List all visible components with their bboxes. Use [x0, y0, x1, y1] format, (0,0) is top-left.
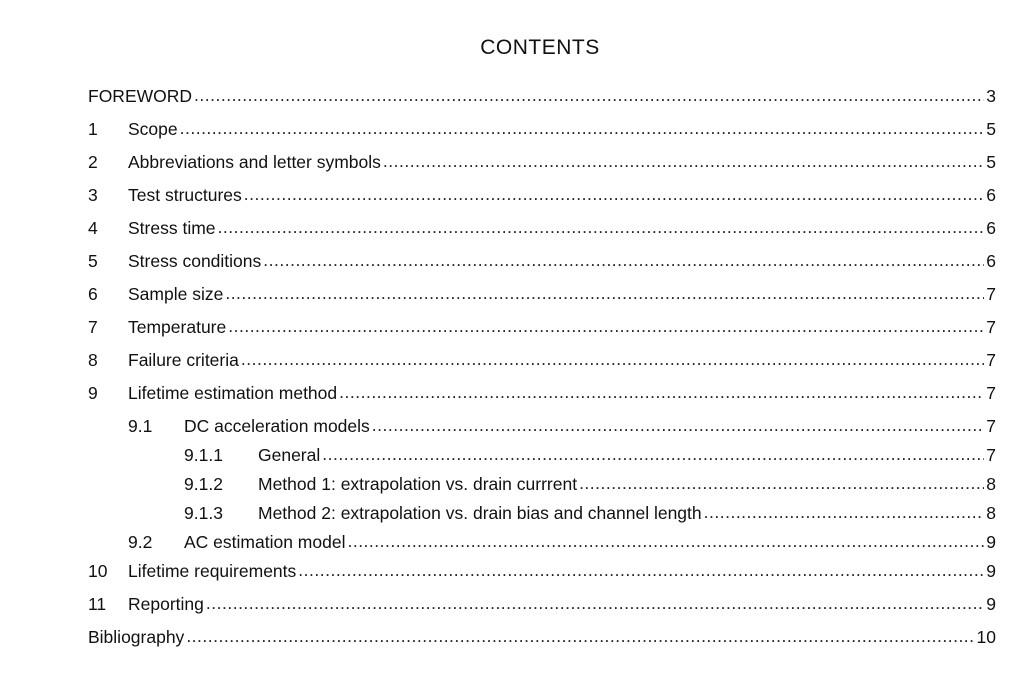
toc-entry-number: 9.1.2: [184, 474, 223, 494]
toc-entry-title: Lifetime requirements: [128, 561, 297, 581]
toc-dot-leader: [372, 415, 984, 435]
toc-entry-number: 3: [88, 185, 98, 205]
toc-entry-test-structures[interactable]: [88, 181, 996, 205]
toc-entry-number: 8: [88, 350, 98, 370]
toc-entry-page: 7: [986, 383, 996, 403]
toc-entry-page: 7: [986, 350, 996, 370]
toc-entry-title: Temperature: [128, 317, 227, 337]
toc-entry-page: 6: [986, 251, 996, 271]
toc-dot-leader: [194, 85, 984, 105]
toc-entry-page: 6: [986, 185, 996, 205]
toc-dot-leader: [704, 502, 985, 522]
toc-entry-page: 8: [986, 474, 996, 494]
toc-dot-leader: [244, 184, 984, 204]
toc-entry-title: FOREWORD: [88, 86, 193, 106]
toc-dot-leader: [339, 382, 984, 402]
toc-dot-leader: [228, 316, 984, 336]
toc-dot-leader: [263, 250, 984, 270]
toc-entry-title: Failure criteria: [128, 350, 239, 370]
toc-entry-page: 9: [986, 561, 996, 581]
toc-entry-page: 10: [976, 627, 996, 647]
toc-entry-page: 9: [986, 594, 996, 614]
toc-entry-title: Stress conditions: [128, 251, 262, 271]
toc-entry-lifetime-estimation[interactable]: [88, 379, 996, 403]
toc-dot-leader: [186, 626, 974, 646]
toc-entry-bibliography[interactable]: [88, 623, 996, 647]
toc-entry-page: 7: [986, 445, 996, 465]
toc-entry-method-2[interactable]: [88, 499, 996, 523]
toc-entry-abbreviations[interactable]: [88, 148, 996, 172]
toc-entry-page: 7: [986, 317, 996, 337]
toc-entry-number: 9: [88, 383, 98, 403]
toc-entry-sample-size[interactable]: [88, 280, 996, 304]
toc-entry-number: 9.1.1: [184, 445, 223, 465]
toc-entry-method-1[interactable]: [88, 470, 996, 494]
toc-dot-leader: [383, 151, 984, 171]
toc-entry-stress-time[interactable]: [88, 214, 996, 238]
toc-entry-title: Lifetime estimation method: [128, 383, 338, 403]
toc-entry-foreword[interactable]: [88, 82, 996, 106]
toc-entry-number: 1: [88, 119, 98, 139]
toc-entry-page: 7: [986, 284, 996, 304]
toc-entry-number: 7: [88, 317, 98, 337]
toc-entry-number: 6: [88, 284, 98, 304]
toc-entry-number: 9.2: [128, 532, 153, 552]
toc-dot-leader: [225, 283, 984, 303]
toc-entry-ac-estimation[interactable]: [88, 528, 996, 552]
toc-entry-number: 11: [88, 594, 107, 614]
toc-dot-leader: [206, 593, 984, 613]
toc-entry-scope[interactable]: [88, 115, 996, 139]
toc-entry-general[interactable]: [88, 441, 996, 465]
page-title: CONTENTS: [480, 36, 600, 59]
toc-entry-title: AC estimation model: [184, 532, 346, 552]
toc-entry-dc-acceleration[interactable]: [88, 412, 996, 436]
toc-entry-title: Abbreviations and letter symbols: [128, 152, 381, 172]
toc-entry-title: Reporting: [128, 594, 204, 614]
toc-dot-leader: [322, 444, 984, 464]
toc-dot-leader: [218, 217, 985, 237]
toc-entry-lifetime-requirements[interactable]: [88, 557, 996, 581]
toc-entry-number: 9.1: [128, 416, 153, 436]
toc-entry-number: 10: [88, 561, 108, 581]
toc-entry-temperature[interactable]: [88, 313, 996, 337]
toc-entry-number: 5: [88, 251, 98, 271]
toc-entry-page: 6: [986, 218, 996, 238]
toc-entry-number: 2: [88, 152, 98, 172]
toc-entry-title: Test structures: [128, 185, 242, 205]
toc-entry-page: 5: [986, 152, 996, 172]
toc-dot-leader: [579, 473, 984, 493]
toc-entry-page: 3: [986, 86, 996, 106]
toc-entry-title: General: [258, 445, 321, 465]
toc-entry-failure-criteria[interactable]: [88, 346, 996, 370]
toc-entry-title: Stress time: [128, 218, 216, 238]
toc-entry-page: 9: [986, 532, 996, 552]
toc-entry-title: Bibliography: [88, 627, 185, 647]
toc-dot-leader: [241, 349, 984, 369]
toc-entry-page: 7: [986, 416, 996, 436]
toc-entry-stress-conditions[interactable]: [88, 247, 996, 271]
toc-entry-title: Sample size: [128, 284, 224, 304]
toc-entry-title: DC acceleration models: [184, 416, 370, 436]
toc-entry-title: Method 1: extrapolation vs. drain currrent: [258, 474, 578, 494]
toc-entry-number: 4: [88, 218, 98, 238]
toc-entry-page: 5: [986, 119, 996, 139]
toc-entry-page: 8: [986, 503, 996, 523]
toc-dot-leader: [298, 560, 984, 580]
toc-entry-number: 9.1.3: [184, 503, 223, 523]
toc-entry-title: Scope: [128, 119, 178, 139]
toc-entry-title: Method 2: extrapolation vs. drain bias and channel length: [258, 503, 702, 523]
toc-dot-leader: [180, 118, 985, 138]
toc-dot-leader: [347, 531, 984, 551]
toc-entry-reporting[interactable]: [88, 590, 996, 614]
